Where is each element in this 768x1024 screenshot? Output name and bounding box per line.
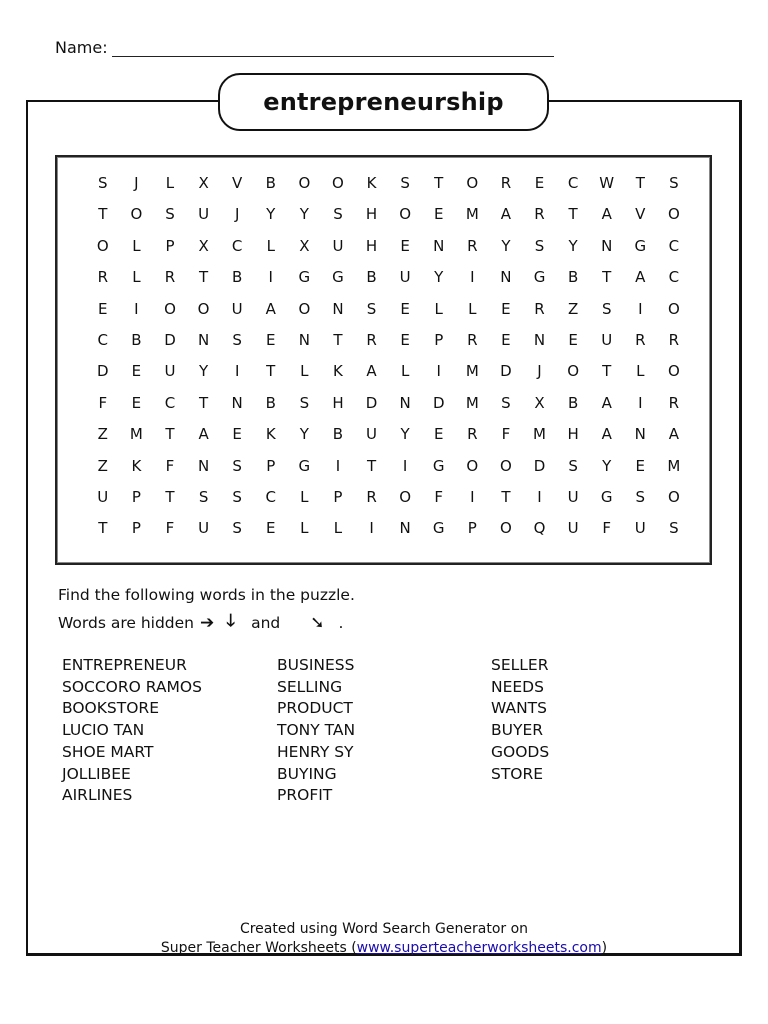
grid-cell: M [129, 425, 143, 444]
grid-cell: R [366, 487, 377, 506]
grid-cell: O [500, 456, 512, 475]
word-item: SELLING [277, 677, 343, 696]
grid-cell: S [366, 299, 377, 318]
grid-cell: U [97, 487, 109, 506]
grid-cell: G [634, 236, 647, 255]
grid-cell: M [533, 425, 546, 444]
grid-cell: A [635, 268, 646, 287]
grid-cell: H [365, 205, 378, 224]
grid-cell: I [470, 268, 475, 287]
footer [0, 920, 768, 958]
grid-cell: S [568, 456, 578, 475]
grid-cell: G [600, 487, 613, 506]
grid-cell: E [400, 299, 410, 318]
word-item: LUCIO TAN [62, 721, 145, 740]
grid-cell: K [265, 425, 276, 444]
grid-cell: T [333, 330, 343, 349]
grid-cell: P [333, 487, 343, 506]
grid-cell: S [165, 205, 175, 224]
word-item: SOCCORO RAMOS [62, 677, 202, 696]
grid-cell: B [131, 330, 142, 349]
word-item: BUYER [491, 721, 544, 740]
grid-cell: H [567, 425, 579, 444]
grid-cell: R [467, 236, 478, 255]
grid-cell: P [131, 487, 141, 506]
grid-cell: X [534, 393, 545, 412]
grid-cell: N [399, 519, 411, 538]
grid-cell: L [400, 362, 410, 381]
grid-cell: I [436, 362, 441, 381]
grid-cell: A [601, 393, 612, 412]
grid-cell: Y [299, 205, 309, 224]
grid-cell: B [265, 393, 276, 412]
grid-cell: E [534, 174, 545, 192]
grid-cell: Y [299, 425, 309, 444]
grid-cell: A [500, 205, 512, 224]
grid-cell: Z [97, 456, 108, 475]
grid-cell: O [332, 174, 344, 192]
grid-cell: N [533, 330, 546, 349]
grid-cell: G [298, 456, 311, 475]
grid-cell: A [198, 425, 209, 444]
grid-cell: J [134, 174, 139, 192]
grid-cell: B [567, 393, 579, 412]
grid-cell: D [365, 393, 378, 412]
grid-cell: T [501, 487, 511, 506]
grid-cell: O [130, 205, 143, 224]
grid-cell: O [500, 519, 512, 538]
grid-cell: T [568, 205, 578, 224]
grid-cell: R [366, 330, 377, 349]
grid-cell: S [669, 519, 679, 538]
grid-cell: E [501, 330, 511, 349]
grid-cell: G [298, 268, 311, 287]
grid-cell: N [298, 330, 310, 349]
grid-cell: N [231, 393, 243, 412]
and-word: and [251, 613, 281, 632]
grid-cell: I [470, 487, 475, 506]
word-item: SHOE MART [62, 742, 154, 761]
grid-cell: K [366, 174, 377, 192]
grid-cell: H [365, 236, 378, 255]
word-item: BOOKSTORE [62, 699, 159, 718]
grid-cell: N [433, 236, 445, 255]
footer-prefix: Super Teacher Worksheets ( [160, 940, 357, 956]
grid-cell: B [567, 268, 579, 287]
grid-cell: U [332, 236, 344, 255]
grid-cell: T [602, 362, 612, 381]
grid-cell: L [636, 362, 645, 381]
grid-cell: X [299, 236, 310, 255]
grid-cell: O [667, 299, 680, 318]
grid-cell: U [366, 425, 378, 444]
word-list-column-3 [491, 655, 549, 785]
word-item: HENRY SY [277, 742, 354, 761]
grid-cell: R [635, 330, 646, 349]
grid-cell: O [399, 205, 412, 224]
grid-cell: C [567, 174, 579, 192]
grid-cell: S [232, 487, 242, 506]
grid-cell: N [332, 299, 344, 318]
grid-cell: L [468, 299, 477, 318]
grid-cell: E [400, 330, 410, 349]
grid-cell: R [500, 174, 512, 192]
grid-cell: D [164, 330, 176, 349]
grid-cell: Y [266, 205, 276, 224]
grid-cell: I [134, 299, 139, 318]
word-item: ENTREPRENEUR [62, 656, 187, 674]
grid-cell: R [534, 205, 545, 224]
grid-cell: L [165, 174, 175, 192]
grid-cell: K [333, 362, 343, 381]
grid-cell: B [366, 268, 377, 287]
grid-cell: X [198, 236, 209, 255]
grid-cell: S [232, 330, 242, 349]
grid-cell: O [466, 174, 479, 192]
grid-cell: R [467, 330, 478, 349]
grid-cell: P [131, 519, 141, 538]
grid-cell: M [465, 393, 479, 412]
grid-cell: Y [434, 268, 444, 287]
grid-cell: O [399, 487, 412, 506]
grid-cell: S [98, 174, 108, 192]
grid-cell: W [599, 174, 615, 192]
grid-cell: N [601, 236, 613, 255]
grid-cell: S [232, 456, 242, 475]
grid-cell: I [268, 268, 273, 287]
grid-cell: F [501, 425, 511, 444]
grid-cell: E [266, 330, 276, 349]
grid-cell: L [266, 236, 275, 255]
grid-cell: U [198, 205, 210, 224]
grid-cell: T [434, 174, 444, 192]
grid-cell: B [332, 425, 344, 444]
grid-cell: P [434, 330, 444, 349]
grid-cell: C [668, 236, 680, 255]
grid-cell: T [98, 205, 108, 224]
word-item: PRODUCT [277, 699, 353, 718]
grid-cell: M [465, 205, 479, 224]
grid-cell: T [266, 362, 276, 381]
grid-cell: I [234, 362, 240, 381]
grid-cell: L [333, 519, 343, 538]
footer-link[interactable]: www.superteacherworksheets.com [356, 940, 602, 956]
grid-cell: T [366, 456, 377, 475]
footer-suffix: ) [601, 940, 608, 956]
grid-cell: A [366, 362, 377, 381]
grid-cell: F [602, 519, 612, 538]
word-item: JOLLIBEE [62, 764, 131, 783]
grid-cell: D [432, 393, 445, 412]
grid-cell: N [197, 456, 210, 475]
arrow-right-icon: ➔ [200, 612, 215, 633]
grid-cell: O [567, 362, 580, 381]
grid-cell: Q [533, 519, 546, 538]
grid-cell: E [568, 330, 578, 349]
word-item: BUSINESS [277, 656, 355, 674]
grid-cell: H [332, 393, 344, 412]
word-item: AIRLINES [62, 786, 133, 805]
grid-cell: R [164, 268, 176, 287]
grid-cell: E [266, 519, 276, 538]
grid-cell: O [667, 362, 680, 381]
grid-cell: Z [567, 299, 579, 318]
grid-cell: L [132, 236, 141, 255]
instructions-line-2 [58, 608, 343, 637]
word-item: PROFIT [277, 786, 333, 805]
grid-cell: U [567, 519, 579, 538]
word-item: BUYING [277, 764, 337, 783]
word-item: NEEDS [491, 677, 544, 696]
grid-cell: S [501, 393, 511, 412]
grid-cell: C [265, 487, 276, 506]
grid-cell: O [96, 236, 109, 255]
grid-cell: Y [568, 236, 578, 255]
grid-cell: U [567, 487, 579, 506]
grid-cell: V [232, 174, 243, 192]
grid-cell: F [434, 487, 444, 506]
grid-cell: R [97, 268, 109, 287]
grid-cell: D [533, 456, 546, 475]
grid-cell: O [667, 205, 680, 224]
grid-cell: C [668, 268, 680, 287]
grid-cell: C [231, 236, 243, 255]
word-item: SELLER [491, 656, 549, 674]
grid-cell: J [234, 205, 240, 224]
grid-cell: K [131, 456, 142, 475]
grid-cell: U [634, 519, 646, 538]
grid-cell: E [635, 456, 646, 475]
grid-cell: D [500, 362, 512, 381]
grid-cell: T [165, 425, 175, 444]
grid-cell: T [602, 268, 612, 287]
word-item: GOODS [491, 742, 550, 761]
word-list-column-2 [277, 655, 355, 807]
grid-cell: T [165, 487, 175, 506]
grid-cell: R [467, 425, 478, 444]
grid-cell: R [668, 393, 680, 412]
grid-cell: I [369, 519, 374, 538]
grid-cell: T [635, 174, 645, 192]
grid-cell: G [432, 519, 445, 538]
grid-cell: B [265, 174, 276, 192]
grid-cell: G [533, 268, 546, 287]
grid-cell: X [198, 174, 209, 192]
grid-cell: E [131, 362, 142, 381]
instructions-prefix: Words are hidden [58, 613, 195, 632]
grid-cell: N [399, 393, 411, 412]
grid-cell: U [198, 519, 210, 538]
grid-cell: D [97, 362, 109, 381]
grid-cell: C [164, 393, 176, 412]
grid-cell: S [635, 487, 646, 506]
grid-cell: R [534, 299, 545, 318]
grid-cell: E [433, 205, 444, 224]
grid-cell: U [601, 330, 613, 349]
grid-cell: L [132, 268, 141, 287]
instructions-line-1: Find the following words in the puzzle. [58, 586, 355, 604]
word-item: TONY TAN [277, 721, 356, 740]
grid-cell: T [198, 393, 209, 412]
word-item: STORE [491, 764, 544, 783]
grid-cell: S [400, 174, 410, 192]
grid-cell: O [667, 487, 680, 506]
grid-cell: L [300, 362, 309, 381]
grid-cell: E [433, 425, 444, 444]
grid-cell: S [333, 205, 343, 224]
word-item: WANTS [491, 699, 547, 718]
grid-cell: M [465, 362, 479, 381]
grid-cell: F [165, 519, 175, 538]
grid-cell: N [197, 330, 210, 349]
grid-cell: S [232, 519, 242, 538]
grid-cell: B [232, 268, 243, 287]
grid-cell: E [232, 425, 242, 444]
grid-cell: P [165, 236, 175, 255]
footer-line-2 [0, 939, 768, 958]
title-banner [218, 73, 549, 131]
grid-cell: G [332, 268, 344, 287]
grid-cell: I [638, 299, 643, 318]
grid-cell: S [299, 393, 310, 412]
grid-cell: E [98, 299, 108, 318]
grid-cell: E [400, 236, 410, 255]
grid-cell: I [537, 487, 542, 506]
word-list-column-1 [62, 655, 202, 807]
grid-cell: A [601, 425, 612, 444]
grid-cell: Y [198, 362, 209, 381]
name-label: Name: [55, 38, 108, 57]
grid-cell: I [335, 456, 341, 475]
grid-cell: O [298, 299, 311, 318]
page-title: entrepreneurship [263, 88, 504, 116]
grid-cell: Y [501, 236, 511, 255]
grid-cell: S [669, 174, 679, 192]
letter-grid [86, 168, 691, 545]
grid-cell: P [266, 456, 276, 475]
grid-cell: T [198, 268, 209, 287]
grid-cell: A [601, 205, 612, 224]
grid-cell: V [635, 205, 646, 224]
grid-cell: N [500, 268, 512, 287]
grid-cell: O [466, 456, 479, 475]
grid-cell: U [164, 362, 176, 381]
grid-cell: N [634, 425, 646, 444]
grid-cell: S [601, 299, 612, 318]
grid-cell: P [467, 519, 477, 538]
grid-cell: F [165, 456, 175, 475]
grid-cell: E [131, 393, 142, 412]
arrow-diagonal-icon: ➘ [310, 612, 325, 633]
grid-cell: Z [97, 425, 108, 444]
grid-cell: Y [602, 456, 612, 475]
grid-cell: G [432, 456, 445, 475]
grid-cell: O [197, 299, 210, 318]
grid-cell: F [98, 393, 108, 412]
footer-line-1: Created using Word Search Generator on [239, 921, 529, 937]
grid-cell: Y [400, 425, 410, 444]
name-underline[interactable] [112, 40, 554, 57]
grid-cell: L [300, 487, 309, 506]
grid-cell: I [638, 393, 643, 412]
instructions-suffix: . [338, 613, 344, 632]
grid-cell: T [98, 519, 108, 538]
grid-cell: E [501, 299, 511, 318]
grid-cell: R [668, 330, 680, 349]
grid-cell: U [399, 268, 411, 287]
grid-cell: C [97, 330, 109, 349]
grid-cell: S [198, 487, 209, 506]
grid-cell: L [300, 519, 309, 538]
grid-cell: S [534, 236, 545, 255]
grid-cell: O [298, 174, 311, 192]
grid-cell: J [537, 362, 542, 381]
grid-cell: L [434, 299, 443, 318]
grid-cell: A [668, 425, 680, 444]
name-field[interactable] [55, 38, 554, 57]
grid-cell: U [231, 299, 243, 318]
grid-cell: A [265, 299, 276, 318]
grid-cell: O [164, 299, 176, 318]
grid-cell: I [402, 456, 408, 475]
grid-cell: M [667, 456, 681, 475]
arrow-down-icon: 🡓 [226, 611, 236, 631]
